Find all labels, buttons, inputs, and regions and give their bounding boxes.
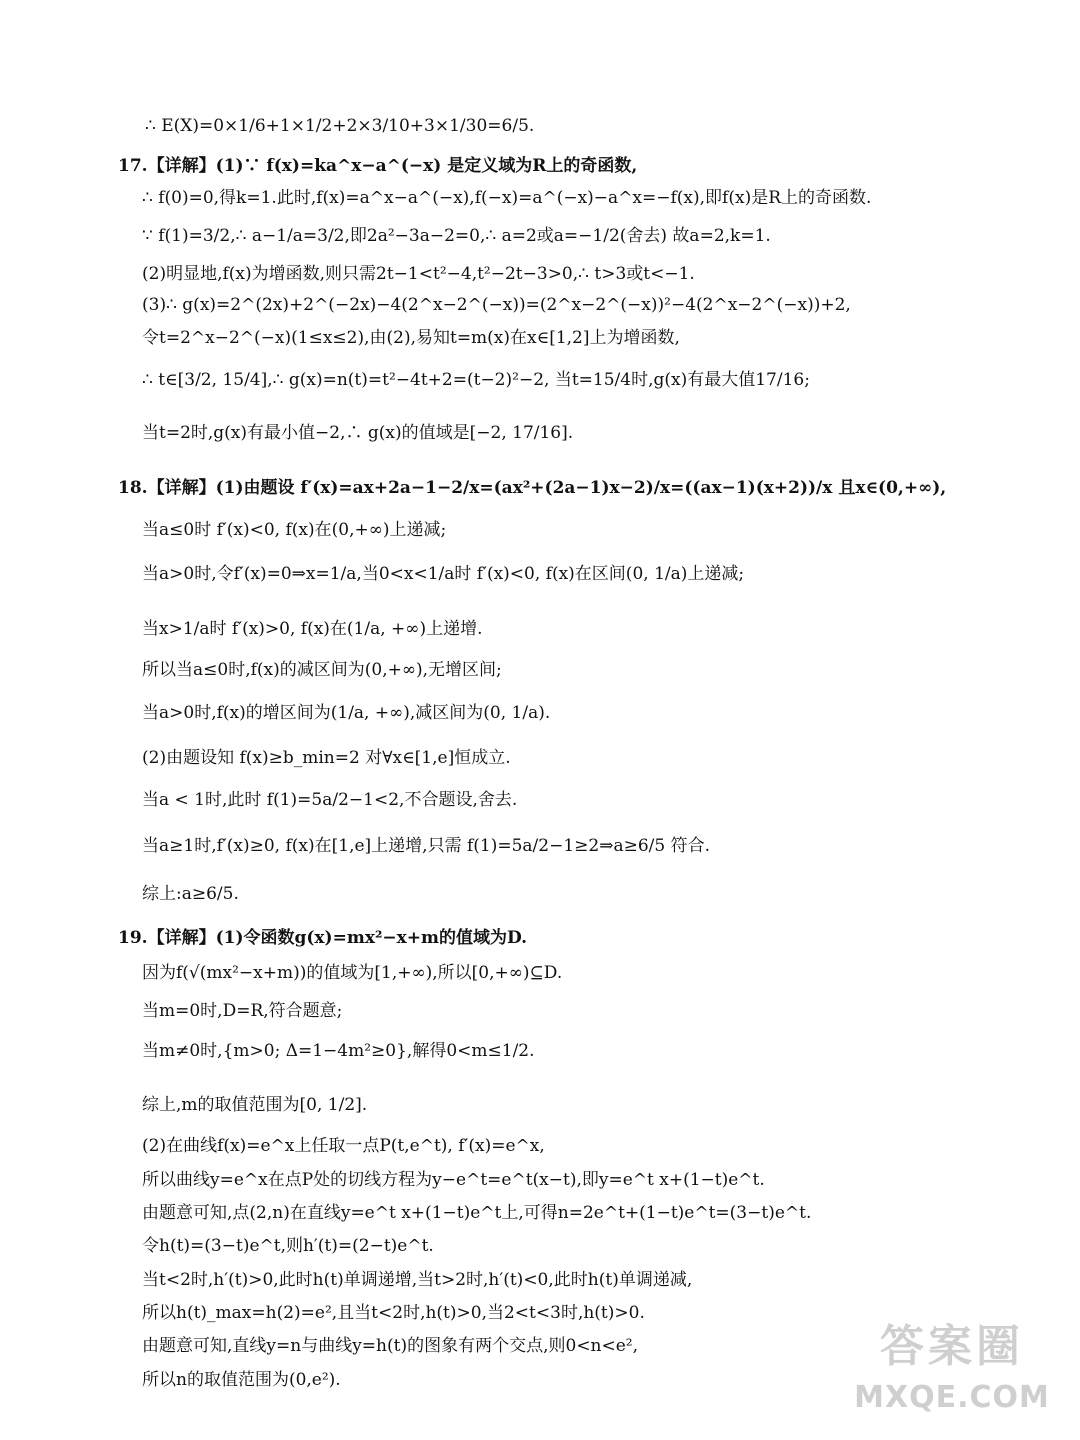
q19-line: 因为f(√(mx²−x+m))的值域为[1,+∞),所以[0,+∞)⊆D. — [142, 963, 563, 983]
q19-line: 由题意可知,点(2,n)在直线y=e^t x+(1−t)e^t上,可得n=2e^t+(1−t)e^t=(3−t)e^t. — [142, 1203, 812, 1223]
q19-heading: 19.【详解】(1)令函数g(x)=mx²−x+m的值域为D. — [118, 928, 528, 948]
site-watermark — [852, 1310, 1052, 1420]
q18-line: 所以当a≤0时,f(x)的减区间为(0,+∞),无增区间; — [142, 660, 502, 680]
ex-line: ∴ E(X)=0×1/6+1×1/2+2×3/10+3×1/30=6/5. — [145, 116, 535, 136]
q18-line: 当a < 1时,此时 f(1)=5a/2−1<2,不合题设,舍去. — [142, 790, 518, 810]
q17-line: 当t=2时,g(x)有最小值−2,∴ g(x)的值域是[−2, 17/16]. — [142, 423, 574, 443]
q18-line: 当x>1/a时 f′(x)>0, f(x)在(1/a, +∞)上递增. — [142, 619, 483, 639]
q17-heading: 17.【详解】(1)∵ f(x)=ka^x−a^(−x) 是定义域为R上的奇函数, — [118, 156, 638, 176]
q19-line: (2)在曲线f(x)=e^x上任取一点P(t,e^t), f′(x)=e^x, — [142, 1136, 545, 1156]
q18-line: 当a>0时,令f′(x)=0⇒x=1/a,当0<x<1/a时 f′(x)<0, f(x)在区间(0, 1/a)上递减; — [142, 564, 745, 584]
q19-line: 当t<2时,h′(t)>0,此时h(t)单调递增,当t>2时,h′(t)<0,此时h(t)单调递减, — [142, 1270, 693, 1290]
q19-line: 所以曲线y=e^x在点P处的切线方程为y−e^t=e^t(x−t),即y=e^t x+(1−t)e^t. — [142, 1170, 765, 1190]
q18-heading: 18.【详解】(1)由题设 f′(x)=ax+2a−1−2/x=(ax²+(2a−1)x−2)/x=((ax−1)(x+2))/x 且x∈(0,+∞), — [118, 478, 947, 498]
q17-line: 令t=2^x−2^(−x)(1≤x≤2),由(2),易知t=m(x)在x∈[1,2]上为增函数, — [142, 328, 680, 348]
q18-line: 当a>0时,f(x)的增区间为(1/a, +∞),减区间为(0, 1/a). — [142, 703, 551, 723]
q17-line: ∴ t∈[3/2, 15/4],∴ g(x)=n(t)=t²−4t+2=(t−2)²−2, 当t=15/4时,g(x)有最大值17/16; — [142, 370, 810, 390]
q18-line: 当a≥1时,f′(x)≥0, f(x)在[1,e]上递增,只需 f(1)=5a/2−1≥2⇒a≥6/5 符合. — [142, 836, 710, 856]
q19-line: 令h(t)=(3−t)e^t,则h′(t)=(2−t)e^t. — [142, 1236, 434, 1256]
q19-line: 由题意可知,直线y=n与曲线y=h(t)的图象有两个交点,则0<n<e², — [142, 1336, 639, 1356]
q17-line: ∴ f(0)=0,得k=1.此时,f(x)=a^x−a^(−x),f(−x)=a^(−x)−a^x=−f(x),即f(x)是R上的奇函数. — [142, 188, 872, 208]
q19-line: 所以n的取值范围为(0,e²). — [142, 1370, 341, 1390]
q18-line: 当a≤0时 f′(x)<0, f(x)在(0,+∞)上递减; — [142, 520, 447, 540]
q19-line: 所以h(t)_max=h(2)=e²,且当t<2时,h(t)>0,当2<t<3时,h(t)>0. — [142, 1303, 645, 1323]
q17-line: ∵ f(1)=3/2,∴ a−1/a=3/2,即2a²−3a−2=0,∴ a=2或a=−1/2(舍去) 故a=2,k=1. — [142, 226, 771, 246]
q18-line: 综上:a≥6/5. — [142, 884, 239, 904]
watermark-logo-text: 答案圈 — [880, 1321, 1024, 1372]
q17-line: (3)∴ g(x)=2^(2x)+2^(−2x)−4(2^x−2^(−x))=(2^x−2^(−x))²−4(2^x−2^(−x))+2, — [142, 295, 851, 315]
q19-line: 综上,m的取值范围为[0, 1/2]. — [142, 1095, 368, 1115]
q18-line: (2)由题设知 f(x)≥b_min=2 对∀x∈[1,e]恒成立. — [142, 748, 511, 768]
q19-line: 当m≠0时,{m>0; Δ=1−4m²≥0},解得0<m≤1/2. — [142, 1041, 535, 1061]
watermark-url: MXQE.COM — [854, 1380, 1050, 1415]
q19-line: 当m=0时,D=R,符合题意; — [142, 1001, 343, 1021]
q17-line: (2)明显地,f(x)为增函数,则只需2t−1<t²−4,t²−2t−3>0,∴ t>3或t<−1. — [142, 264, 695, 284]
